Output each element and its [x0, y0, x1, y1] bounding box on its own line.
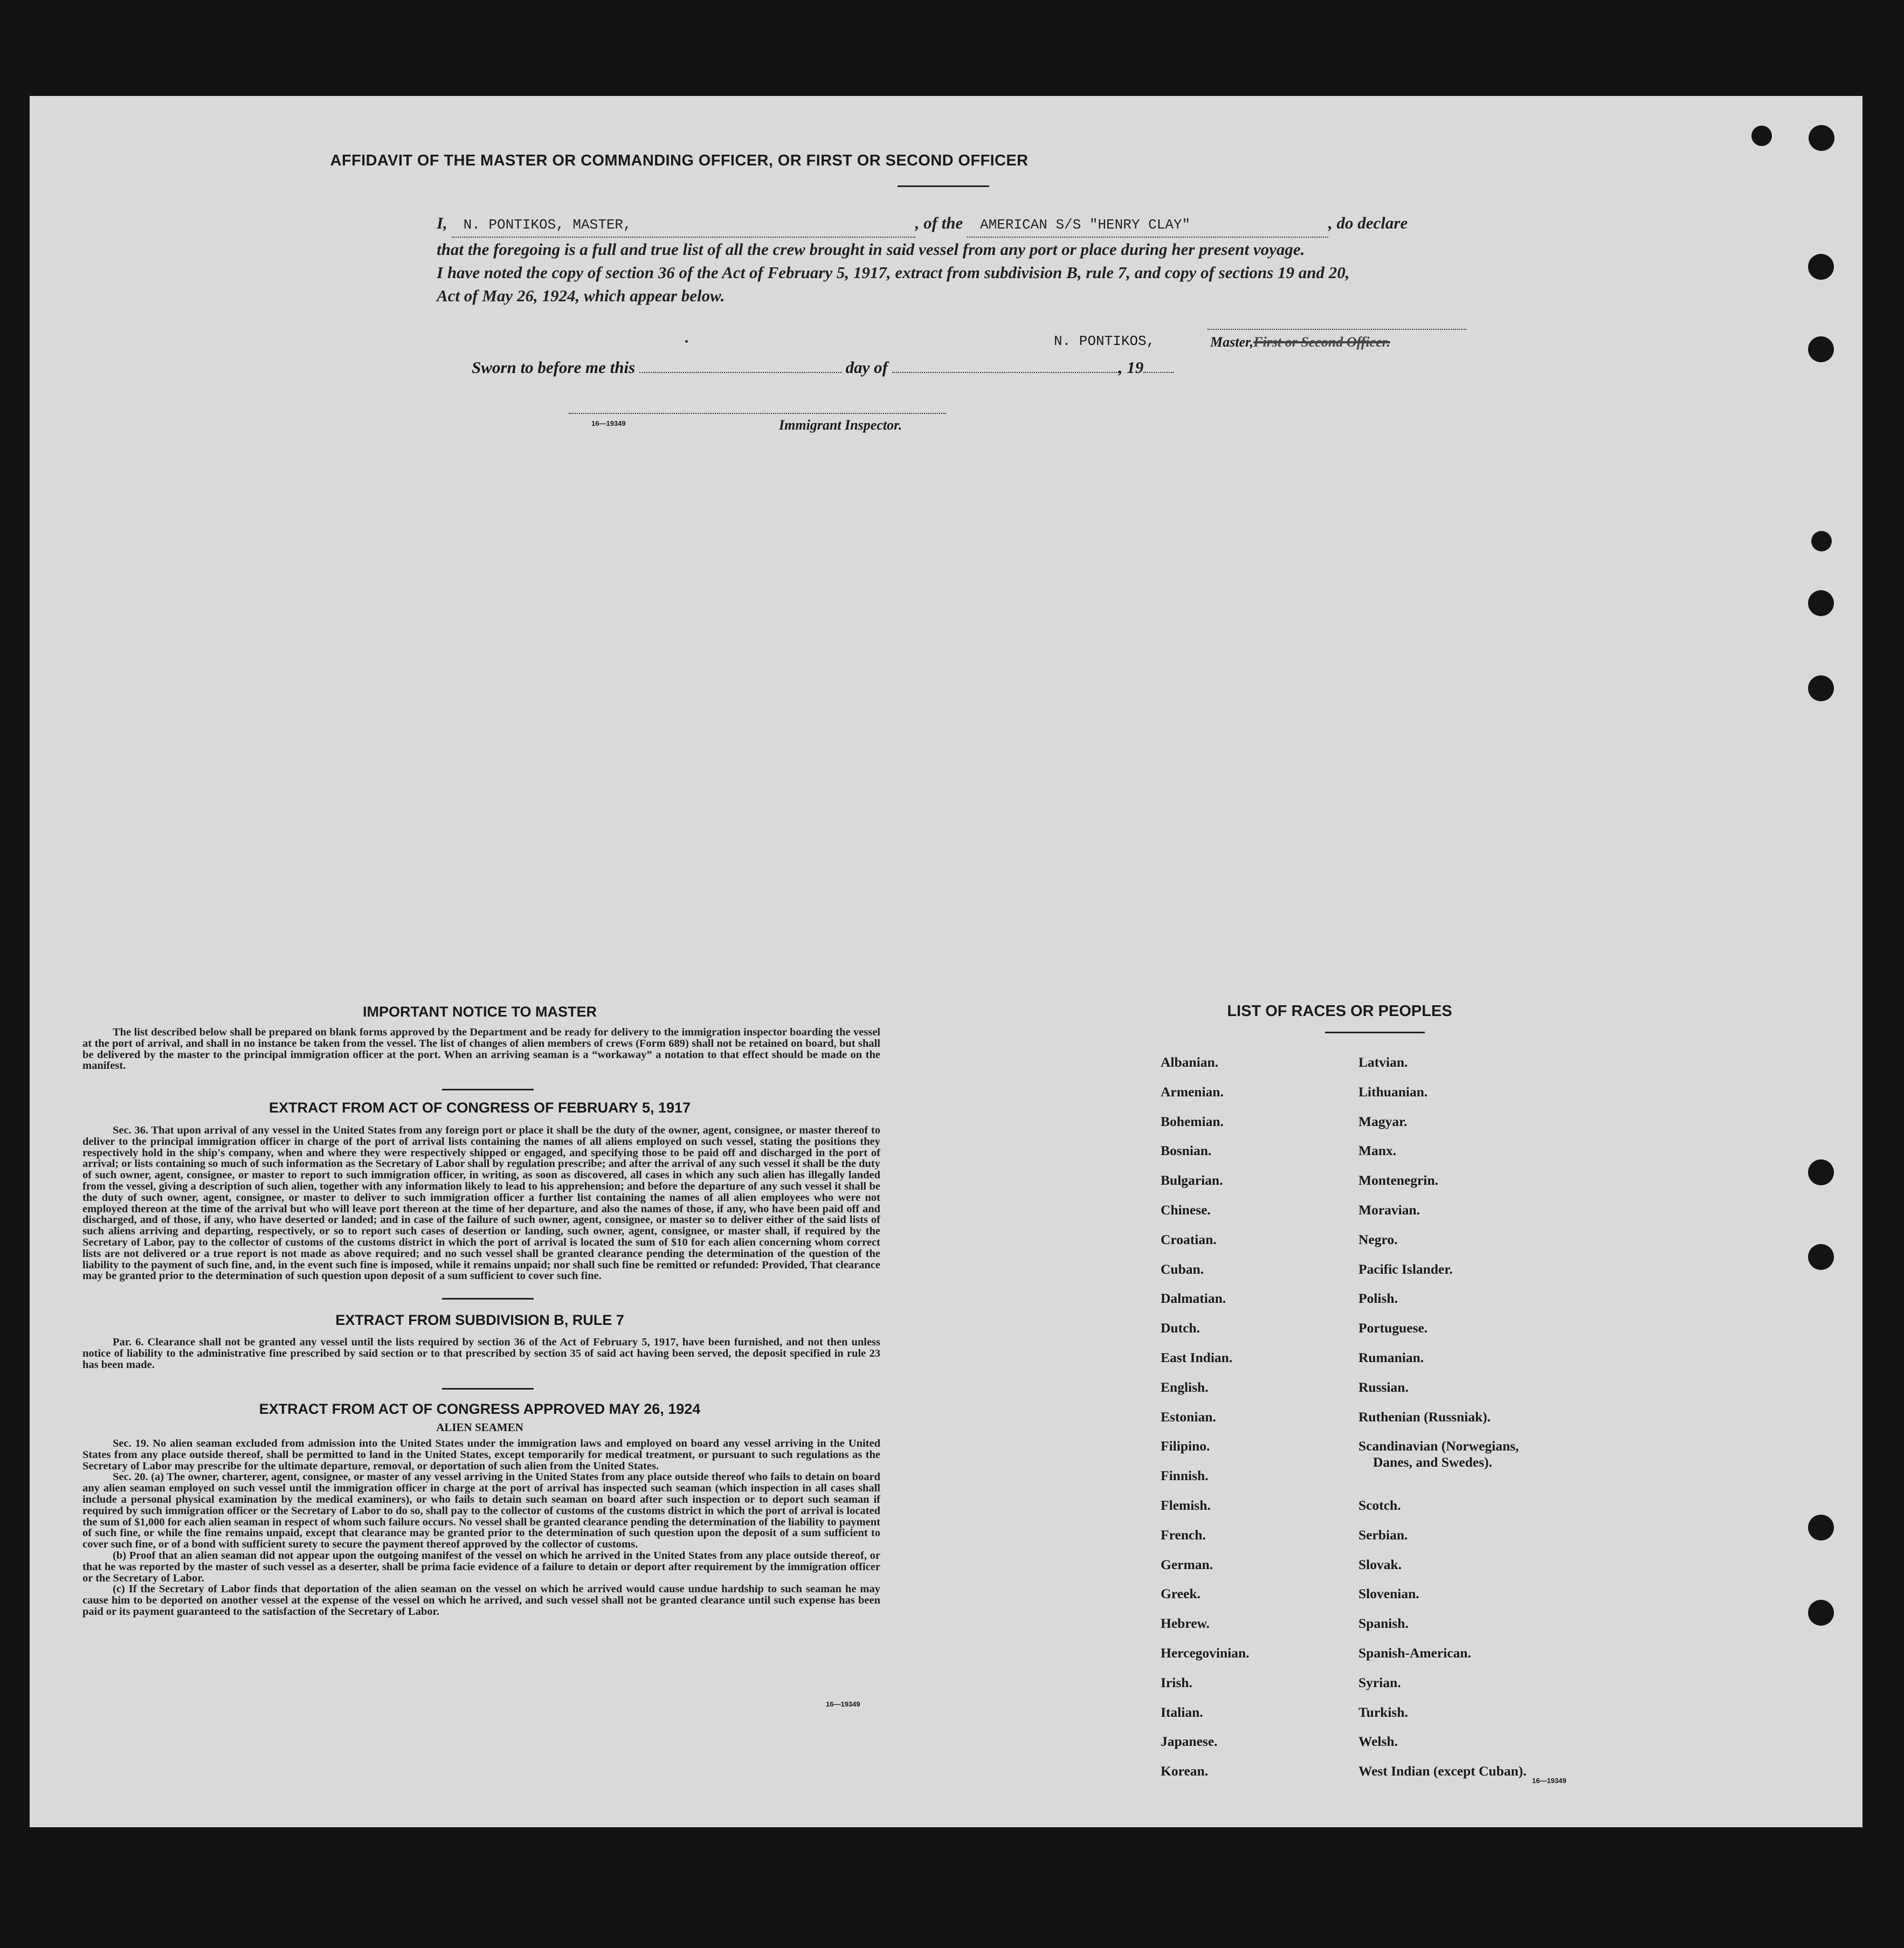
name-field: N. PONTIKOS, MASTER,: [452, 211, 915, 238]
race-item: Danes, and Swedes).: [1373, 1454, 1493, 1470]
race-item: Estonian.: [1161, 1408, 1216, 1425]
race-item: Lithuanian.: [1358, 1083, 1428, 1100]
notice-text: The list described below shall be prepared on blank forms approved by the Department and be ready for delivery to the immigration inspector boarding the vessel at the port of arrival, and shall in no instance be taken from the vessel. The list of changes of alien members of crews (Form 689) shall not be retained on board, but shall be delivered by the master to the principal immigration officer at the port. When an arriving seaman is a “workaway” a notation to that effect should be made on the manifest.: [82, 1026, 880, 1072]
race-item: Scotch.: [1358, 1497, 1401, 1513]
race-item: Cuban.: [1161, 1261, 1204, 1277]
race-item: Bulgarian.: [1161, 1172, 1223, 1189]
sec-19-text: Sec. 19. No alien seaman excluded from admission into the United States under the immigration laws and employed on board any vessel arriving in the United States from any place outside thereof, shall be permitted to land in the United States, except temporarily for medical treatment, or pursuant to such regulations as the Secretary of Labor may prescribe for the ultimate departure, removal, or deportation of such alien from the United States.: [82, 1438, 880, 1472]
punch-hole: [1809, 125, 1834, 151]
form-number-races: 16—19349: [1532, 1777, 1567, 1785]
race-item: Hebrew.: [1161, 1615, 1210, 1632]
sworn-month-field: [892, 372, 1119, 373]
race-item: Armenian.: [1161, 1083, 1224, 1100]
race-item: Albanian.: [1161, 1054, 1219, 1070]
race-item: Welsh.: [1358, 1733, 1398, 1750]
race-item: Irish.: [1161, 1674, 1192, 1690]
rule7-title: EXTRACT FROM SUBDIVISION B, RULE 7: [335, 1312, 624, 1328]
punch-hole: [1751, 126, 1772, 146]
race-item: Moravian.: [1358, 1202, 1420, 1218]
inspector-label: Immigrant Inspector.: [779, 417, 902, 433]
sworn-day-field: [639, 372, 841, 373]
race-item: Finnish.: [1161, 1468, 1209, 1484]
notice-title: IMPORTANT NOTICE TO MASTER: [363, 1004, 597, 1020]
ink-dot: [685, 340, 688, 343]
rule7-text: Par. 6. Clearance shall not be granted any vessel until the lists required by section 36 of the Act of February 5, 1917, have been furnished, and not then unless notice of liability to the administrative fine prescribed by said section or to that prescribed by section 35 of said act having been served, the deposit specified in rule 23 has been made.: [82, 1336, 880, 1371]
races-title: LIST OF RACES OR PEOPLES: [1227, 1003, 1452, 1020]
race-item: Bosnian.: [1161, 1143, 1212, 1159]
title-rule: [898, 185, 989, 187]
race-item: Chinese.: [1161, 1202, 1211, 1218]
race-item: Turkish.: [1358, 1704, 1408, 1720]
punch-hole: [1808, 1159, 1834, 1185]
affidavit-title: AFFIDAVIT OF THE MASTER OR COMMANDING OFFICER, OR FIRST OR SECOND OFFICER: [330, 152, 1029, 169]
affidavit-line-3: I have noted the copy of section 36 of the Act of February 5, 1917, extract from subdivision B, rule 7, and copy of sections 19 and 20,: [437, 263, 1350, 282]
document-page: [30, 96, 1862, 1827]
race-item: Flemish.: [1161, 1497, 1211, 1513]
race-item: Rumanian.: [1358, 1350, 1424, 1365]
race-item: West Indian (except Cuban).: [1358, 1763, 1527, 1779]
race-item: Japanese.: [1161, 1733, 1218, 1750]
notice-rule: [442, 1089, 534, 1090]
race-item: East Indian.: [1161, 1350, 1233, 1365]
signature-name: N. PONTIKOS,: [1054, 333, 1155, 349]
punch-hole: [1808, 336, 1834, 362]
extract-1917-rule: [442, 1298, 534, 1300]
affidavit-line-1: I, N. PONTIKOS, MASTER, , of the AMERICAN S/S "HENRY CLAY" , do declare: [437, 211, 1509, 238]
sec-20c-text: (c) If the Secretary of Labor finds that deportation of the alien seaman on the vessel on which he arrived would cause undue hardship to such seaman he may cause him to be deported on another vessel at the expense of the vessel on which he arrived, and such vessel shall not be granted clearance until such expense has been paid or its payment guaranteed to the satisfaction of the Secretary of Labor.: [82, 1583, 880, 1618]
race-item: Dutch.: [1161, 1320, 1200, 1336]
sec-20a-text: Sec. 20. (a) The owner, charterer, agent, consignee, or master of any vessel arriving in the United States from any place outside thereof who fails to detain on board any alien seaman employed on such vessel until the immigration officer in charge at the port of arrival has inspected such seaman (which inspection in all cases shall include a personal physical examination by the medical examiners), or who fails to detain such seaman on board after such inspection or to deport such seaman if required by such immigration officer or the Secretary of Labor to do so, shall pay to the collector of customs of the customs district in which the port of arrival is located the sum of $1,000 for each alien seaman in respect of whom such failure occurs. No vessel shall be granted clearance pending the determination of the liability to payment of such fine, or while the fine remains unpaid, except that clearance may be granted prior to the determination of such question upon the deposit of a sum sufficient to cover such fine, or of a bond with sufficient surety to secure the payment thereof approved by the collector of customs.: [82, 1471, 880, 1551]
signature-line: [1208, 329, 1466, 330]
form-number-top: 16—19349: [591, 419, 626, 427]
affidavit-line-2: that the foregoing is a full and true list of all the crew brought in said vessel from any port or place during her present voyage.: [437, 240, 1305, 259]
races-rule: [1325, 1032, 1425, 1033]
race-item: Scandinavian (Norwegians,: [1358, 1438, 1519, 1454]
sworn-year-field: [1143, 372, 1174, 373]
rule7-rule: [442, 1388, 534, 1390]
race-item: Hercegovinian.: [1161, 1645, 1250, 1661]
sworn-line: Sworn to before me this day of , 19: [472, 358, 1280, 377]
race-item: Korean.: [1161, 1763, 1209, 1779]
race-item: Croatian.: [1161, 1231, 1217, 1247]
signature-title: Master,First or Second Officer.: [1210, 334, 1390, 350]
race-item: Pacific Islander.: [1358, 1261, 1453, 1277]
race-item: Filipino.: [1161, 1438, 1210, 1454]
race-item: Russian.: [1358, 1379, 1409, 1395]
punch-hole: [1808, 1515, 1834, 1541]
race-item: Greek.: [1161, 1586, 1201, 1602]
race-item: German.: [1161, 1556, 1213, 1572]
race-item: Latvian.: [1358, 1054, 1408, 1070]
race-item: Manx.: [1358, 1143, 1397, 1159]
race-item: Bohemian.: [1161, 1113, 1224, 1129]
extract-1924-subtitle: ALIEN SEAMEN: [436, 1421, 523, 1434]
punch-hole: [1808, 1244, 1834, 1270]
race-item: French.: [1161, 1526, 1206, 1543]
race-item: Serbian.: [1358, 1526, 1408, 1543]
affidavit-text: [437, 211, 1509, 307]
punch-hole: [1808, 675, 1834, 701]
extract-1917-text: Sec. 36. That upon arrival of any vessel in the United States from any foreign port or place it shall be the duty of the owner, agent, consignee, or master thereof to deliver to the principal immigration officer in charge of the port of arrival lists containing the names of all aliens employed on such vessel, stating the positions they respectively hold in the ship's company, when and where they were respectively shipped or engaged, and specifying those to be paid off and discharged in the port of arrival; or lists containing so much of such information as the Secretary of Labor shall by regulation prescribe; and after the arrival of any such vessel it shall be the duty of such owner, agent, consignee, or master to report to such immigration officer, in writing, as soon as discovered, all cases in which any such alien has illegally landed from the vessel, giving a description of such alien, together with any information likely to lead to his apprehension; and before the departure of any such vessel it shall be the duty of such owner, agent, consignee, or master to deliver to such immigration officer a further list containing the names of all alien employees who were not employed thereon at the time of the arrival but who will leave port thereon at the time of her departure, and also the names of those, if any, who have been paid off and discharged, and of those, if any, who have deserted or landed; and in case of the failure of such owner, agent, consignee, or master so to deliver either of the said lists of such aliens arriving and departing, respectively, or so to report such cases of desertion or landing, such owner, agent, consignee, or master shall, if required by the Secretary of Labor, pay to the collector of customs of the customs district in which the port of arrival is located the sum of $10 for each alien concerning whom correct lists are not delivered or a true report is not made as above required; and no such vessel shall be granted clearance pending the determination of the question of the liability to the payment of such fine, and, in the event such fine is imposed, while it remains unpaid; nor shall such fine be remitted or refunded: Provided, That clearance may be granted prior to the determination of such question upon deposit of a sum sufficient to cover such fine.: [82, 1124, 880, 1282]
extract-1924-text: [82, 1438, 880, 1618]
punch-hole: [1808, 1600, 1834, 1626]
race-item: Spanish.: [1358, 1615, 1409, 1632]
race-item: Slovak.: [1358, 1556, 1402, 1572]
race-item: Portuguese.: [1358, 1320, 1428, 1336]
punch-hole: [1808, 254, 1834, 280]
vessel-field: AMERICAN S/S "HENRY CLAY": [967, 211, 1328, 238]
extract-1917-title: EXTRACT FROM ACT OF CONGRESS OF FEBRUARY 5, 1917: [268, 1100, 691, 1116]
race-item: English.: [1161, 1379, 1209, 1395]
affidavit-line-4: Act of May 26, 1924, which appear below.: [437, 286, 725, 305]
race-item: Ruthenian (Russniak).: [1358, 1408, 1491, 1425]
race-item: Negro.: [1358, 1231, 1398, 1247]
inspector-signature-line: [569, 413, 946, 414]
struck-officer-title: First or Second Officer.: [1253, 334, 1390, 350]
race-item: Magyar.: [1358, 1113, 1408, 1129]
sec-20b-text: (b) Proof that an alien seaman did not appear upon the outgoing manifest of the vessel on which he arrived in the United States from any place outside thereof, or that he was reported by the master of such vessel as a deserter, shall be prima facie evidence of a failure to detain or deport after requirement by the immigration officer or the Secretary of Labor.: [82, 1549, 880, 1584]
race-item: Montenegrin.: [1358, 1172, 1439, 1189]
race-item: Slovenian.: [1358, 1586, 1419, 1602]
race-item: Spanish-American.: [1358, 1645, 1471, 1661]
race-item: Dalmatian.: [1161, 1290, 1226, 1307]
extract-1924-title: EXTRACT FROM ACT OF CONGRESS APPROVED MAY 26, 1924: [259, 1401, 701, 1417]
punch-hole: [1808, 590, 1834, 616]
race-item: Italian.: [1161, 1704, 1203, 1720]
race-item: Syrian.: [1358, 1674, 1401, 1690]
punch-hole: [1811, 531, 1832, 551]
race-item: Polish.: [1358, 1290, 1398, 1307]
form-number-extract: 16—19349: [826, 1700, 860, 1708]
